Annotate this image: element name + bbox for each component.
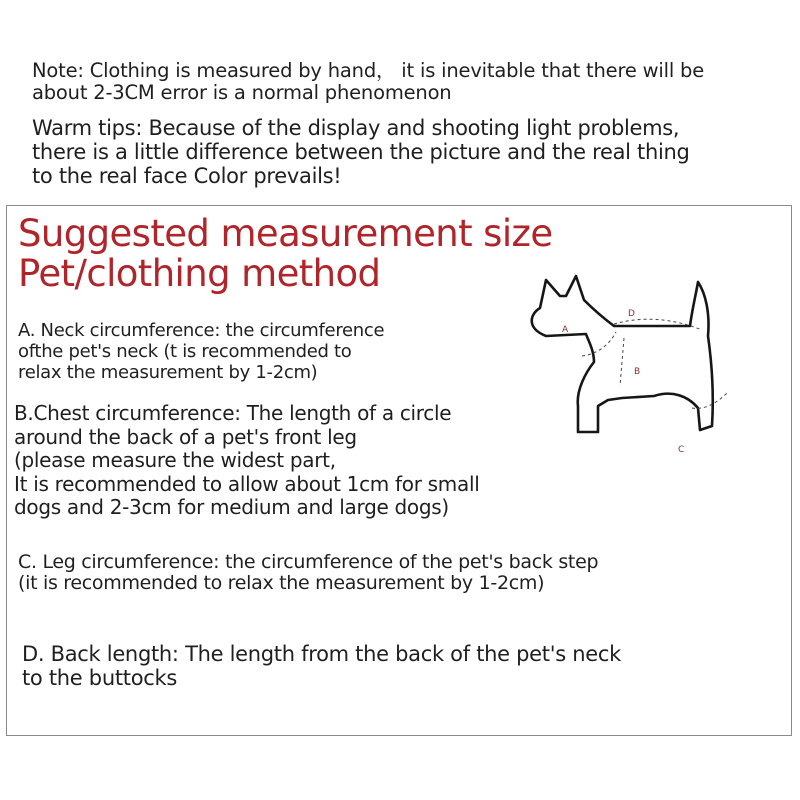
guide-title xyxy=(18,214,553,294)
chest-line: B.Chest circumference: The length of a circle xyxy=(14,401,452,425)
leg-line: (it is recommended to relax the measurement by 1-2cm) xyxy=(18,572,545,594)
label-b: B xyxy=(634,367,641,377)
neck-line: A. Neck circumference: the circumference xyxy=(18,320,385,341)
label-c: C xyxy=(678,445,685,455)
back-length-text xyxy=(22,642,621,690)
label-a: A xyxy=(562,325,569,335)
chest-circumference-text xyxy=(14,402,479,520)
neck-line: ofthe pet's neck (t is recommended to xyxy=(18,341,352,362)
dog-silhouette xyxy=(532,276,713,432)
warm-tips-line: Warm tips: Because of the display and shooting light problems, xyxy=(32,116,680,140)
warm-tips-line: there is a little difference between the picture and the real thing xyxy=(32,140,690,164)
warm-tips xyxy=(32,116,792,188)
warm-tips-line: to the real face Color prevails! xyxy=(32,164,342,188)
error-note-line: Note: Clothing is measured by hand， it is inevitable that there will be xyxy=(32,59,705,82)
dog-outline-icon xyxy=(512,268,752,468)
note-section xyxy=(32,60,792,188)
leg-circumference-text xyxy=(18,552,598,594)
chest-measure-line xyxy=(620,338,624,386)
error-note xyxy=(32,60,792,104)
guide-title-line: Suggested measurement size xyxy=(18,212,553,255)
guide-title-line: Pet/clothing method xyxy=(18,252,381,295)
leg-line: C. Leg circumference: the circumference of the pet's back step xyxy=(18,551,599,573)
chest-line: It is recommended to allow about 1cm for small xyxy=(14,471,480,496)
back-line: D. Back length: The length from the back of the pet's neck xyxy=(22,642,621,666)
neck-circumference-text xyxy=(18,320,384,383)
neck-line: relax the measurement by 1-2cm) xyxy=(18,362,318,383)
back-measure-line xyxy=(614,319,702,330)
label-d: D xyxy=(628,309,635,319)
error-note-line: about 2-3CM error is a normal phenomenon xyxy=(32,81,452,104)
chest-line: dogs and 2-3cm for medium and large dogs) xyxy=(14,495,449,519)
chest-line: (please measure the widest part, xyxy=(14,448,336,472)
back-line: to the buttocks xyxy=(22,666,177,690)
chest-line: around the back of a pet's front leg xyxy=(14,424,357,449)
